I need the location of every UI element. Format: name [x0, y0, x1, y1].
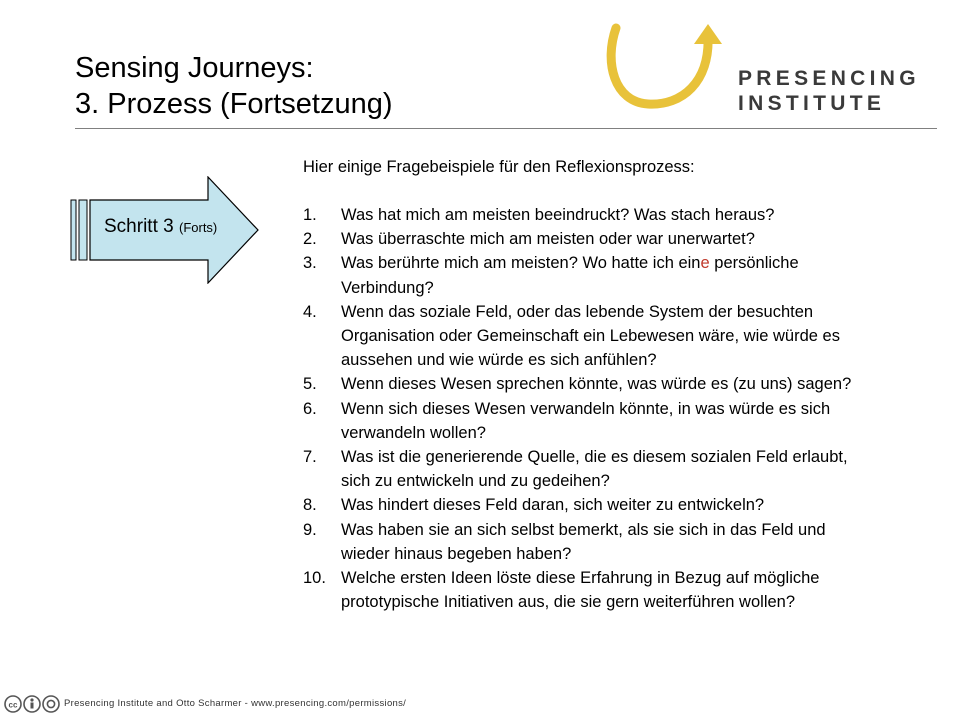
list-item: [303, 397, 873, 445]
list-item: [303, 203, 873, 227]
item-number: 9.: [303, 520, 317, 539]
sa-icon: [43, 696, 59, 712]
item-text: Was hindert dieses Feld daran, sich weiter zu entwickeln?: [341, 496, 765, 515]
logo-line-2: INSTITUTE: [738, 92, 886, 115]
item-text: Was überraschte mich am meisten oder war unerwartet?: [341, 230, 755, 249]
list-item: [303, 445, 873, 493]
item-text: Wenn sich dieses Wesen verwandeln könnte, in was würde es sich verwandeln wollen?: [341, 399, 831, 442]
list-item: [303, 227, 873, 251]
step-label-main: Schritt 3: [104, 216, 179, 237]
title-divider: [75, 128, 937, 129]
item-number: 7.: [303, 448, 317, 467]
item-number: 8.: [303, 496, 317, 515]
by-icon: [24, 696, 40, 712]
item-number: 10.: [303, 569, 326, 588]
step-label-sub: (Forts): [178, 220, 218, 235]
item-text: Wenn das soziale Feld, oder das lebende System der besuchten Organisation oder Gemeinschaft ein Lebewesen wäre, wie würde es aussehen und wie würde es sich anfühlen?: [341, 302, 840, 370]
list-item: [303, 372, 873, 396]
step-label: [104, 216, 254, 238]
item-number: 5.: [303, 375, 317, 394]
footer-credit: Presencing Institute and Otto Scharmer - www.presencing.com/permissions/: [64, 698, 407, 709]
slide-title: [75, 50, 555, 122]
list-item: [303, 251, 873, 299]
item-number: 4.: [303, 302, 317, 321]
list-item: [303, 518, 873, 566]
item-text: Welche ersten Ideen löste diese Erfahrung in Bezug auf mögliche prototypische Initiativen aus, die sie gern weiterführen wollen?: [341, 569, 820, 612]
list-item: [303, 493, 873, 517]
title-line-2: 3. Prozess (Fortsetzung): [75, 88, 393, 120]
list-item: [303, 300, 873, 373]
item-text-part: persönliche Verbindung?: [341, 254, 799, 297]
presencing-logo-text: [738, 66, 920, 116]
item-text-highlight: e: [700, 254, 710, 273]
item-text-part: Was berührte mich am meisten? Wo hatte ich ein: [341, 254, 701, 273]
item-text: Was ist die generierende Quelle, die es diesem sozialen Feld erlaubt, sich zu entwickeln und zu gedeihen?: [341, 448, 848, 491]
presencing-logo-icon: [600, 22, 730, 114]
intro-text: Hier einige Fragebeispiele für den Reflexionsprozess:: [303, 158, 695, 176]
question-list: [303, 203, 873, 614]
item-text: Wenn dieses Wesen sprechen könnte, was würde es (zu uns) sagen?: [341, 375, 852, 394]
item-number: 3.: [303, 254, 317, 273]
cc-icon: [5, 696, 21, 712]
item-text: Was hat mich am meisten beeindruckt? Was stach heraus?: [341, 206, 775, 224]
item-number: 2.: [303, 230, 317, 249]
logo-line-1: PRESENCING: [738, 67, 920, 90]
creative-commons-icons: [4, 693, 60, 715]
list-item: [303, 566, 873, 614]
item-number: 1.: [303, 206, 317, 224]
item-text: Was haben sie an sich selbst bemerkt, als sie sich in das Feld und wieder hinaus begeben haben?: [341, 520, 826, 563]
svg-text:cc: cc: [8, 700, 18, 710]
title-line-1: Sensing Journeys:: [75, 52, 314, 84]
item-number: 6.: [303, 399, 317, 418]
